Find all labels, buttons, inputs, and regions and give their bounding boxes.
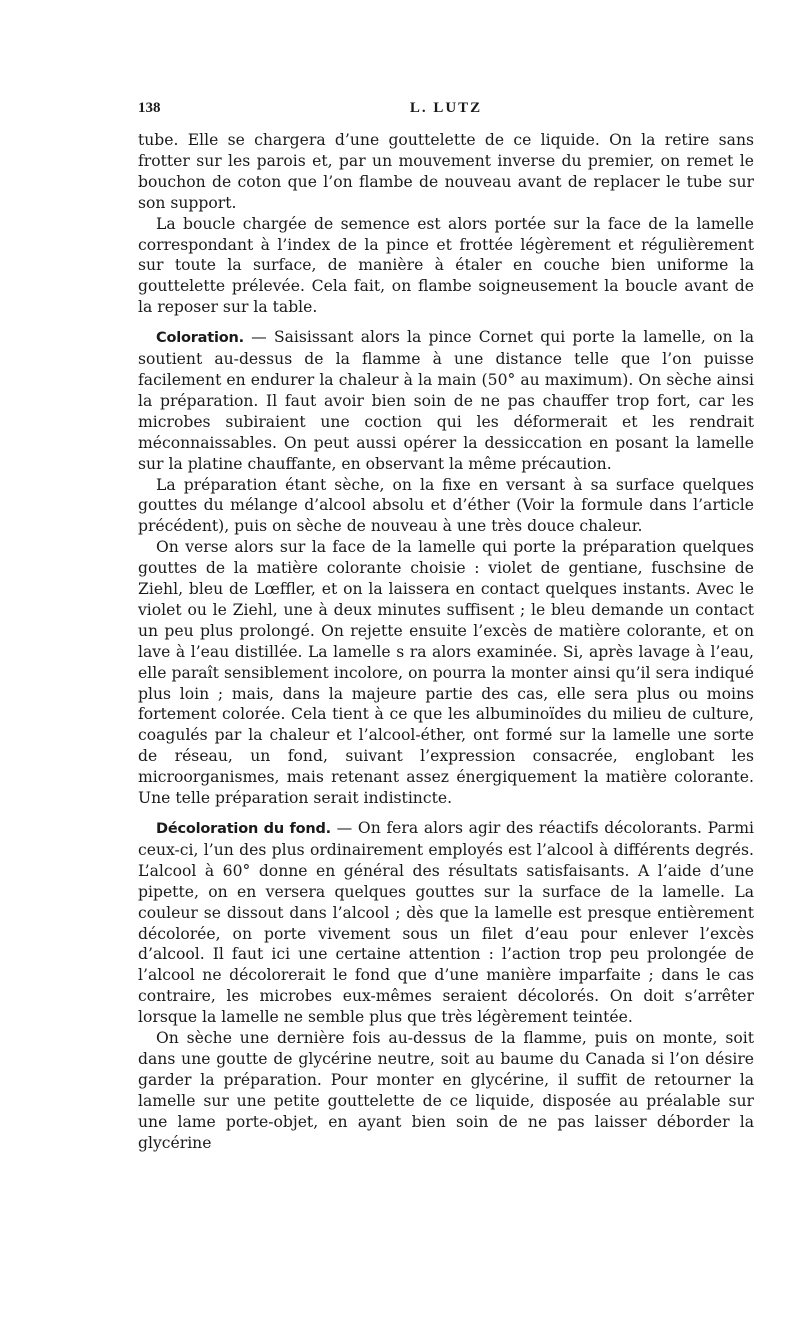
running-head — [138, 96, 754, 120]
page-number: 138 — [138, 100, 161, 116]
paragraph-coloration — [138, 327, 754, 474]
paragraph-montage: On sèche une dernière fois au-dessus de la flamme, puis on monte, soit dans une goutte de glycérine neutre, soit au baume du Canada si l’on désire garder la préparation. Pour monter en glycérine, il suffit de retourner la lamelle sur une petite gouttelette de ce liquide, disposée au préalable sur une lame porte-objet, en ayant bien soin de ne pas laisser déborder la glycérine — [138, 1029, 754, 1152]
paragraph-decoloration-text: — On fera alors agir des réactifs décolorants. Parmi ceux-ci, l’un des plus ordinairement employés est l’alcool à différents degrés. L’alcool à 60° donne en général des résultats satisfaisants. A l’aide d’une pipette, on en versera quelques gouttes sur la surface de la lamelle. La couleur se dissout dans l’alcool ; dès que la lamelle est presque entièrement décolorée, on porte vivement sous un filet d’eau pour enlever l’excès d’alcool. Il faut ici une certaine attention : l’action trop peu prolongée de l’alcool ne décolorerait le fond que d’une manière imparfaite ; dans le cas contraire, les microbes eux-mêmes seraient décolorés. On doit s’arrêter lorsque la lamelle ne semble plus que très légèrement teintée. — [138, 819, 754, 1027]
paragraph-matiere-colorante: On verse alors sur la face de la lamelle qui porte la préparation quelques gouttes de la matière colorante choisie : violet de gentiane, fuschsine de Ziehl, bleu de Lœffler, et on la laissera en contact quelques instants. Avec le violet ou le Ziehl, une à deux minutes suffisent ; le bleu demande un contact un peu plus prolongé. On rejette ensuite l’excès de matière colorante, et on lave à l’eau distillée. La lamelle s ra alors examinée. Si, après lavage à l’eau, elle paraît sensiblement incolore, on pourra la monter ainsi qu’il sera indiqué plus loin ; mais, dans la majeure partie des cas, elle sera plus ou moins fortement colorée. Cela tient à ce que les albuminoïdes du milieu de culture, coagulés par la chaleur et l’alcool-éther, ont formé sur la lamelle une sorte de réseau, un fond, suivant l’expression consacrée, englobant les microorganismes, mais retenant assez énergiquement la matière colorante. Une telle préparation serait indistincte. — [138, 538, 754, 808]
paragraph-fixation: La préparation étant sèche, on la fixe en versant à sa surface quelques gouttes du mélange d’alcool absolu et d’éther (Voir la formule dans l’article précédent), puis on sèche de nouveau à une très douce chaleur. — [138, 475, 754, 536]
section-heading-decoloration: Décoloration du fond. — [156, 821, 331, 837]
section-heading-coloration: Coloration. — [156, 330, 244, 347]
book-page — [138, 96, 754, 1154]
paragraph-decoloration — [138, 818, 754, 1028]
paragraph-coloration-text: — Saisissant alors la pince Cornet qui porte la lamelle, on la soutient au-dessus de la flamme à une distance telle que l’on puisse facilement en endurer la chaleur à la main (50° au maximum). On sèche ainsi la préparation. Il faut avoir bien soin de ne pas chauffer trop fort, car les microbes subiraient une coction qui les déformerait et les rendrait méconnaissables. On peut aussi opérer la dessiccation en posant la lamelle sur la platine chauffante, en observant la même précaution. — [138, 328, 754, 473]
running-title: L. LUTZ — [409, 100, 483, 116]
paragraph-tube-continuation: tube. Elle se chargera d’une gouttelette de ce liquide. On la retire sans frotter sur les parois et, par un mouvement inverse du premier, on remet le bouchon de coton que l’on flambe de nouveau avant de replacer le tube sur son support. — [138, 131, 754, 212]
paragraph-boucle: La boucle chargée de semence est alors portée sur la face de la lamelle correspondant à l’index de la pince et frottée légèrement et régulièrement sur toute la surface, de manière à étaler en couche bien uniforme la gouttelette prélevée. Cela fait, on flambe soigneusement la boucle avant de la reposer sur la table. — [138, 214, 754, 317]
